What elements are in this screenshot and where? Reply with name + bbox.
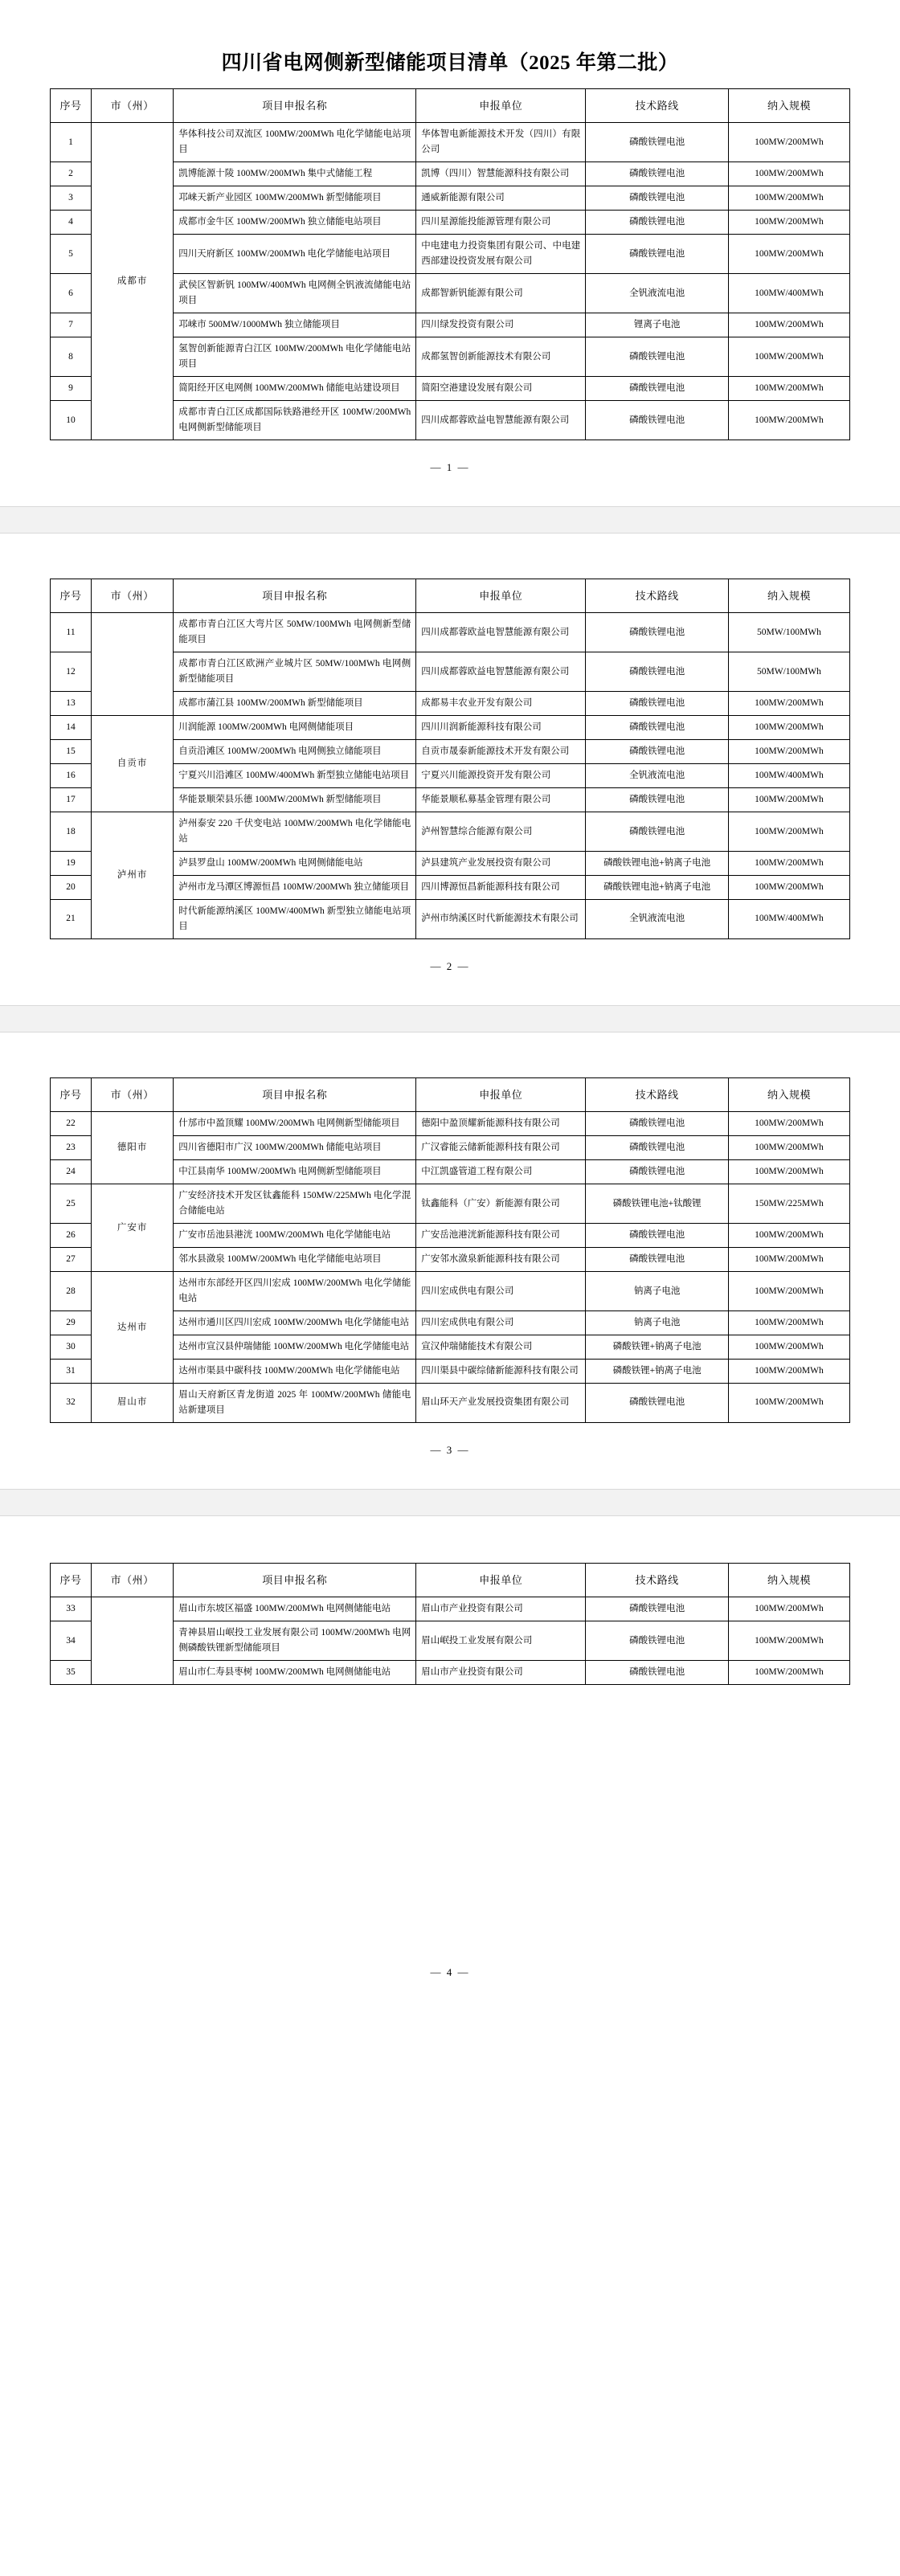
cell-project: 邻水县潋泉 100MW/200MWh 电化学储能电站项目	[174, 1248, 416, 1272]
cell-tech: 磷酸铁锂电池	[586, 740, 729, 764]
cell-project: 武侯区智新钒 100MW/400MWh 电网侧全钒液流储能电站项目	[174, 274, 416, 313]
cell-tech: 全钒液流电池	[586, 274, 729, 313]
cell-no: 2	[51, 162, 92, 186]
cell-no: 21	[51, 900, 92, 939]
cell-unit: 四川成都蓉欧益电智慧能源有限公司	[416, 401, 586, 440]
column-header-tech: 技术路线	[586, 1077, 729, 1111]
column-header-scale: 纳入规模	[728, 1563, 849, 1597]
cell-no: 16	[51, 764, 92, 788]
cell-unit: 成都氢智创新能源技术有限公司	[416, 337, 586, 377]
cell-unit: 四川博源恒昌新能源科技有限公司	[416, 876, 586, 900]
cell-unit: 广安岳池港洸新能源科技有限公司	[416, 1224, 586, 1248]
cell-scale: 100MW/200MWh	[728, 313, 849, 337]
cell-tech: 锂离子电池	[586, 313, 729, 337]
cell-project: 眉山市仁寿县枣树 100MW/200MWh 电网侧储能电站	[174, 1661, 416, 1685]
cell-unit: 眉山市产业投资有限公司	[416, 1597, 586, 1621]
cell-tech: 磷酸铁锂电池	[586, 211, 729, 235]
cell-tech: 磷酸铁锂电池	[586, 1384, 729, 1423]
cell-no: 19	[51, 852, 92, 876]
column-header-project: 项目申报名称	[174, 579, 416, 612]
cell-scale: 100MW/400MWh	[728, 900, 849, 939]
column-header-unit: 申报单位	[416, 579, 586, 612]
column-header-tech: 技术路线	[586, 89, 729, 123]
column-header-no: 序号	[51, 579, 92, 612]
cell-tech: 钠离子电池	[586, 1311, 729, 1335]
cell-no: 32	[51, 1384, 92, 1423]
column-header-no: 序号	[51, 89, 92, 123]
column-header-scale: 纳入规模	[728, 1077, 849, 1111]
cell-unit: 四川成都蓉欧益电智慧能源有限公司	[416, 652, 586, 692]
cell-scale: 100MW/400MWh	[728, 764, 849, 788]
cell-tech: 磷酸铁锂电池	[586, 401, 729, 440]
column-header-project: 项目申报名称	[174, 1563, 416, 1597]
cell-unit: 泸县建筑产业发展投资有限公司	[416, 852, 586, 876]
cell-no: 8	[51, 337, 92, 377]
table-row	[51, 1112, 850, 1136]
cell-no: 7	[51, 313, 92, 337]
table-row	[51, 1384, 850, 1423]
cell-project: 青神县眉山岷投工业发展有限公司 100MW/200MWh 电网侧磷酸铁锂新型储能项目	[174, 1621, 416, 1661]
cell-scale: 100MW/200MWh	[728, 1661, 849, 1685]
cell-project: 达州市渠县中碳科技 100MW/200MWh 电化学储能电站	[174, 1360, 416, 1384]
cell-unit: 中电建电力投资集团有限公司、中电建西部建设投资发展有限公司	[416, 235, 586, 274]
cell-project: 时代新能源纳溪区 100MW/400MWh 新型独立储能电站项目	[174, 900, 416, 939]
cell-tech: 磷酸铁锂电池	[586, 1248, 729, 1272]
page-title: 四川省电网侧新型储能项目清单（2025 年第二批）	[221, 52, 679, 74]
page-separator	[0, 506, 900, 534]
cell-unit: 四川绿发投资有限公司	[416, 313, 586, 337]
cell-scale: 100MW/200MWh	[728, 716, 849, 740]
cell-no: 9	[51, 377, 92, 401]
cell-city: 自贡市	[92, 716, 174, 812]
cell-scale: 100MW/200MWh	[728, 1597, 849, 1621]
cell-tech: 磷酸铁锂电池	[586, 162, 729, 186]
cell-tech: 磷酸铁锂电池	[586, 716, 729, 740]
cell-unit: 简阳空港建设发展有限公司	[416, 377, 586, 401]
cell-unit: 钛鑫能科（广安）新能源有限公司	[416, 1184, 586, 1224]
cell-unit: 眉山岷投工业发展有限公司	[416, 1621, 586, 1661]
document-page-4	[0, 1516, 900, 2011]
table-row	[51, 1184, 850, 1224]
cell-tech: 磷酸铁锂电池	[586, 1112, 729, 1136]
cell-unit: 广汉睿能云储新能源科技有限公司	[416, 1136, 586, 1160]
cell-scale: 100MW/200MWh	[728, 788, 849, 812]
cell-scale: 100MW/200MWh	[728, 1248, 849, 1272]
column-header-tech: 技术路线	[586, 1563, 729, 1597]
cell-project: 广安市岳池县港洸 100MW/200MWh 电化学储能电站	[174, 1224, 416, 1248]
cell-no: 27	[51, 1248, 92, 1272]
cell-city: 达州市	[92, 1272, 174, 1384]
cell-scale: 100MW/200MWh	[728, 235, 849, 274]
cell-tech: 磷酸铁锂电池	[586, 1661, 729, 1685]
cell-tech: 磷酸铁锂+钠离子电池	[586, 1360, 729, 1384]
cell-scale: 100MW/200MWh	[728, 1160, 849, 1184]
table-header-row	[51, 579, 850, 612]
cell-no: 11	[51, 613, 92, 652]
cell-project: 泸州泰安 220 千伏变电站 100MW/200MWh 电化学储能电站	[174, 812, 416, 852]
cell-unit: 中江凯盛管道工程有限公司	[416, 1160, 586, 1184]
cell-unit: 泸州市纳溪区时代新能源技术有限公司	[416, 900, 586, 939]
table-header-row	[51, 1077, 850, 1111]
cell-no: 23	[51, 1136, 92, 1160]
cell-tech: 磷酸铁锂电池	[586, 812, 729, 852]
cell-unit: 华能景顺私募基金管理有限公司	[416, 788, 586, 812]
cell-scale: 100MW/200MWh	[728, 1360, 849, 1384]
page-separator	[0, 1489, 900, 1516]
cell-city	[92, 1597, 174, 1685]
cell-scale: 100MW/400MWh	[728, 274, 849, 313]
cell-scale: 100MW/200MWh	[728, 1112, 849, 1136]
cell-no: 15	[51, 740, 92, 764]
cell-unit: 泸州智慧综合能源有限公司	[416, 812, 586, 852]
cell-scale: 100MW/200MWh	[728, 186, 849, 211]
cell-scale: 100MW/200MWh	[728, 740, 849, 764]
cell-no: 35	[51, 1661, 92, 1685]
cell-project: 简阳经开区电网侧 100MW/200MWh 储能电站建设项目	[174, 377, 416, 401]
column-header-city: 市（州）	[92, 1563, 174, 1597]
cell-unit: 成都易丰农业开发有限公司	[416, 692, 586, 716]
cell-project: 泸县罗盘山 100MW/200MWh 电网侧储能电站	[174, 852, 416, 876]
cell-project: 凯博能源十陵 100MW/200MWh 集中式储能工程	[174, 162, 416, 186]
cell-project: 华能景顺荣县乐德 100MW/200MWh 新型储能项目	[174, 788, 416, 812]
cell-project: 邛崃市 500MW/1000MWh 独立储能项目	[174, 313, 416, 337]
cell-scale: 50MW/100MWh	[728, 652, 849, 692]
cell-tech: 磷酸铁锂电池+钠离子电池	[586, 876, 729, 900]
cell-project: 眉山市东坡区福盛 100MW/200MWh 电网侧储能电站	[174, 1597, 416, 1621]
cell-no: 30	[51, 1335, 92, 1360]
cell-scale: 100MW/200MWh	[728, 1621, 849, 1661]
cell-no: 3	[51, 186, 92, 211]
cell-scale: 100MW/200MWh	[728, 1335, 849, 1360]
table-row	[51, 613, 850, 652]
table-row	[51, 1272, 850, 1311]
cell-scale: 100MW/200MWh	[728, 401, 849, 440]
cell-scale: 100MW/200MWh	[728, 1136, 849, 1160]
cell-tech: 磷酸铁锂电池	[586, 123, 729, 162]
cell-tech: 磷酸铁锂电池	[586, 1224, 729, 1248]
cell-tech: 磷酸铁锂电池	[586, 1136, 729, 1160]
cell-no: 10	[51, 401, 92, 440]
cell-no: 14	[51, 716, 92, 740]
document-page-2	[0, 534, 900, 1005]
column-header-scale: 纳入规模	[728, 579, 849, 612]
cell-unit: 成都智新钒能源有限公司	[416, 274, 586, 313]
cell-tech: 磷酸铁锂电池	[586, 788, 729, 812]
cell-tech: 磷酸铁锂电池	[586, 186, 729, 211]
cell-project: 四川天府新区 100MW/200MWh 电化学储能电站项目	[174, 235, 416, 274]
cell-unit: 眉山市产业投资有限公司	[416, 1661, 586, 1685]
cell-city: 泸州市	[92, 812, 174, 939]
column-header-scale: 纳入规模	[728, 89, 849, 123]
cell-project: 成都市金牛区 100MW/200MWh 独立储能电站项目	[174, 211, 416, 235]
cell-no: 31	[51, 1360, 92, 1384]
document-page-3	[0, 1032, 900, 1489]
cell-project: 氢智创新能源青白江区 100MW/200MWh 电化学储能电站项目	[174, 337, 416, 377]
cell-tech: 磷酸铁锂电池	[586, 1621, 729, 1661]
cell-no: 22	[51, 1112, 92, 1136]
cell-tech: 磷酸铁锂电池	[586, 613, 729, 652]
cell-no: 25	[51, 1184, 92, 1224]
column-header-city: 市（州）	[92, 89, 174, 123]
table-row	[51, 812, 850, 852]
column-header-unit: 申报单位	[416, 1077, 586, 1111]
column-header-unit: 申报单位	[416, 1563, 586, 1597]
cell-tech: 磷酸铁锂+钠离子电池	[586, 1335, 729, 1360]
page-number-footer: — 4 —	[430, 1966, 470, 1979]
cell-tech: 钠离子电池	[586, 1272, 729, 1311]
cell-scale: 100MW/200MWh	[728, 337, 849, 377]
column-header-unit: 申报单位	[416, 89, 586, 123]
cell-project: 中江县南华 100MW/200MWh 电网侧新型储能项目	[174, 1160, 416, 1184]
cell-scale: 100MW/200MWh	[728, 1224, 849, 1248]
page-separator	[0, 1005, 900, 1032]
column-header-no: 序号	[51, 1077, 92, 1111]
cell-unit: 四川渠县中碳综储新能源科技有限公司	[416, 1360, 586, 1384]
document-page-1	[0, 0, 900, 506]
cell-scale: 100MW/200MWh	[728, 692, 849, 716]
cell-project: 广安经济技术开发区钛鑫能科 150MW/225MWh 电化学混合储能电站	[174, 1184, 416, 1224]
cell-unit: 四川宏成供电有限公司	[416, 1272, 586, 1311]
cell-unit: 四川成都蓉欧益电智慧能源有限公司	[416, 613, 586, 652]
cell-project: 成都市青白江区成都国际铁路港经开区 100MW/200MWh 电网侧新型储能项目	[174, 401, 416, 440]
cell-no: 34	[51, 1621, 92, 1661]
cell-scale: 100MW/200MWh	[728, 812, 849, 852]
cell-project: 邛崃天新产业园区 100MW/200MWh 新型储能项目	[174, 186, 416, 211]
cell-no: 29	[51, 1311, 92, 1335]
cell-scale: 50MW/100MWh	[728, 613, 849, 652]
cell-no: 20	[51, 876, 92, 900]
cell-city: 眉山市	[92, 1384, 174, 1423]
cell-unit: 华体智电新能源技术开发（四川）有限公司	[416, 123, 586, 162]
cell-unit: 自贡市晟泰新能源技术开发有限公司	[416, 740, 586, 764]
cell-city	[92, 613, 174, 716]
cell-unit: 通威新能源有限公司	[416, 186, 586, 211]
cell-city: 德阳市	[92, 1112, 174, 1184]
column-header-city: 市（州）	[92, 1077, 174, 1111]
cell-unit: 德阳中盈顶耀新能源科技有限公司	[416, 1112, 586, 1136]
cell-scale: 100MW/200MWh	[728, 1272, 849, 1311]
column-header-project: 项目申报名称	[174, 1077, 416, 1111]
page-number-footer: — 3 —	[430, 1443, 470, 1456]
cell-tech: 全钒液流电池	[586, 900, 729, 939]
cell-tech: 磷酸铁锂电池	[586, 377, 729, 401]
cell-unit: 四川星源能投能源管理有限公司	[416, 211, 586, 235]
cell-scale: 100MW/200MWh	[728, 162, 849, 186]
cell-project: 宁夏兴川沿滩区 100MW/400MWh 新型独立储能电站项目	[174, 764, 416, 788]
cell-no: 17	[51, 788, 92, 812]
cell-no: 1	[51, 123, 92, 162]
cell-scale: 100MW/200MWh	[728, 1384, 849, 1423]
cell-project: 川润能源 100MW/200MWh 电网侧储能项目	[174, 716, 416, 740]
table-row	[51, 1597, 850, 1621]
cell-city: 广安市	[92, 1184, 174, 1272]
column-header-tech: 技术路线	[586, 579, 729, 612]
cell-scale: 150MW/225MWh	[728, 1184, 849, 1224]
cell-unit: 四川川润新能源科技有限公司	[416, 716, 586, 740]
cell-project: 达州市东部经开区四川宏成 100MW/200MWh 电化学储能电站	[174, 1272, 416, 1311]
cell-no: 18	[51, 812, 92, 852]
cell-no: 5	[51, 235, 92, 274]
cell-tech: 磷酸铁锂电池+钛酸锂	[586, 1184, 729, 1224]
cell-project: 自贡沿滩区 100MW/200MWh 电网侧独立储能项目	[174, 740, 416, 764]
cell-project: 达州市通川区四川宏成 100MW/200MWh 电化学储能电站	[174, 1311, 416, 1335]
cell-project: 成都市蒲江县 100MW/200MWh 新型储能项目	[174, 692, 416, 716]
cell-no: 4	[51, 211, 92, 235]
page-bottom-spacer	[50, 1685, 850, 1950]
cell-tech: 磷酸铁锂电池	[586, 652, 729, 692]
cell-no: 24	[51, 1160, 92, 1184]
cell-tech: 磷酸铁锂电池	[586, 692, 729, 716]
cell-tech: 磷酸铁锂电池	[586, 1160, 729, 1184]
project-table-page-2	[50, 579, 850, 939]
cell-scale: 100MW/200MWh	[728, 211, 849, 235]
cell-tech: 磷酸铁锂电池+钠离子电池	[586, 852, 729, 876]
project-table-page-4	[50, 1563, 850, 1685]
cell-scale: 100MW/200MWh	[728, 1311, 849, 1335]
column-header-project: 项目申报名称	[174, 89, 416, 123]
cell-no: 12	[51, 652, 92, 692]
cell-project: 成都市青白江区大弯片区 50MW/100MWh 电网侧新型储能项目	[174, 613, 416, 652]
cell-project: 华体科技公司双流区 100MW/200MWh 电化学储能电站项目	[174, 123, 416, 162]
cell-project: 眉山天府新区青龙街道 2025 年 100MW/200MWh 储能电站新建项目	[174, 1384, 416, 1423]
cell-no: 6	[51, 274, 92, 313]
cell-unit: 广安邻水潋泉新能源科技有限公司	[416, 1248, 586, 1272]
cell-unit: 眉山环天产业发展投资集团有限公司	[416, 1384, 586, 1423]
cell-tech: 磷酸铁锂电池	[586, 1597, 729, 1621]
page-number-footer: — 2 —	[430, 959, 470, 972]
cell-unit: 宁夏兴川能源投资开发有限公司	[416, 764, 586, 788]
table-header-row	[51, 89, 850, 123]
project-table-page-1	[50, 88, 850, 440]
table-row	[51, 716, 850, 740]
cell-scale: 100MW/200MWh	[728, 852, 849, 876]
cell-no: 13	[51, 692, 92, 716]
cell-unit: 四川宏成供电有限公司	[416, 1311, 586, 1335]
cell-project: 泸州市龙马潭区博源恒昌 100MW/200MWh 独立储能项目	[174, 876, 416, 900]
cell-project: 什邡市中盈顶耀 100MW/200MWh 电网侧新型储能项目	[174, 1112, 416, 1136]
cell-scale: 100MW/200MWh	[728, 377, 849, 401]
cell-tech: 磷酸铁锂电池	[586, 235, 729, 274]
project-table-page-3	[50, 1077, 850, 1423]
cell-unit: 凯博（四川）智慧能源科技有限公司	[416, 162, 586, 186]
cell-unit: 宣汉仲瑞储能技术有限公司	[416, 1335, 586, 1360]
page-number-footer: — 1 —	[430, 460, 470, 473]
cell-scale: 100MW/200MWh	[728, 123, 849, 162]
cell-project: 四川省德阳市广汉 100MW/200MWh 储能电站项目	[174, 1136, 416, 1160]
cell-no: 26	[51, 1224, 92, 1248]
cell-no: 28	[51, 1272, 92, 1311]
column-header-no: 序号	[51, 1563, 92, 1597]
cell-no: 33	[51, 1597, 92, 1621]
table-header-row	[51, 1563, 850, 1597]
table-row	[51, 123, 850, 162]
column-header-city: 市（州）	[92, 579, 174, 612]
cell-scale: 100MW/200MWh	[728, 876, 849, 900]
cell-city: 成都市	[92, 123, 174, 440]
cell-project: 成都市青白江区欧洲产业城片区 50MW/100MWh 电网侧新型储能项目	[174, 652, 416, 692]
cell-tech: 磷酸铁锂电池	[586, 337, 729, 377]
cell-project: 达州市宣汉县仲瑞储能 100MW/200MWh 电化学储能电站	[174, 1335, 416, 1360]
cell-tech: 全钒液流电池	[586, 764, 729, 788]
